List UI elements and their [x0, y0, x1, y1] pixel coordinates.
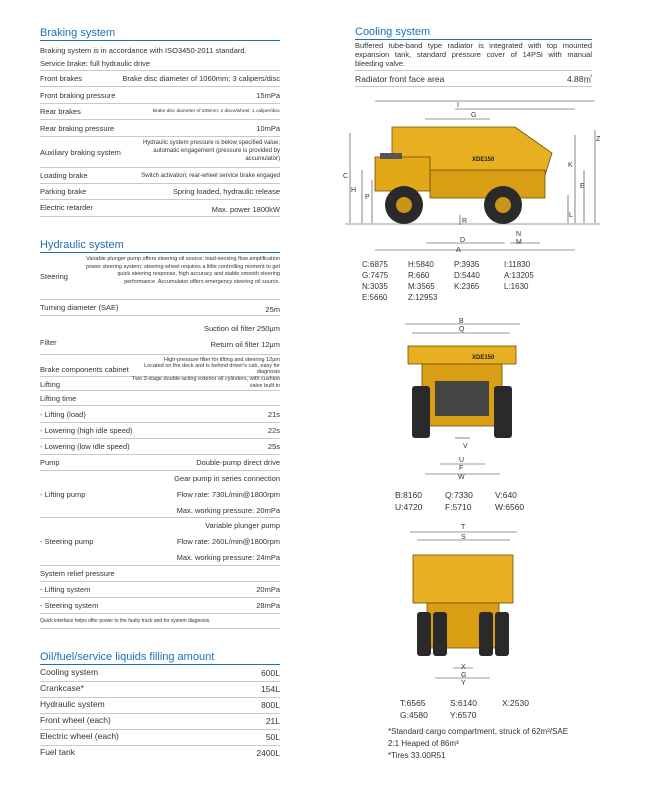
dim-w: W:6560 [495, 502, 525, 512]
quick-interface-note: Quick interface helps offer power to the faulty truck and for system diagnosis. [40, 618, 211, 624]
hydraulic-table [40, 255, 280, 629]
retarder-value: Max. power 1800kW [211, 205, 280, 214]
relief-steer-value: 28mPa [256, 601, 280, 610]
dim-f: F:5710 [445, 502, 472, 512]
filter-return: Return oil filter 12μm [210, 340, 280, 349]
dim-q: Q:7330 [445, 490, 473, 500]
liquid-row [40, 746, 280, 761]
lifting-pump-flow: Flow rate: 730L/min@1800rpm [176, 490, 280, 499]
svg-text:T: T [461, 524, 466, 531]
quick-interface-row [40, 614, 280, 629]
lifting-pump-pressure: Max. working pressure: 20mPa [176, 506, 280, 515]
svg-text:H: H [351, 187, 357, 194]
parking-brake-label: Parking brake [40, 187, 87, 196]
dim-z: Z:12953 [408, 293, 438, 302]
lower-high-row [40, 423, 280, 439]
cooling-title: Cooling system [355, 26, 431, 38]
liquid-crankcase-value: 154L [261, 684, 280, 694]
steering-pump-label: - Steering pump [40, 537, 94, 546]
relief-lift-value: 20mPa [256, 585, 280, 594]
lifting-label: Lifting [40, 380, 61, 389]
truck-rear-body [413, 555, 513, 656]
footnote-heaped: 2:1 Heaped of 86m³ [388, 739, 459, 748]
liquid-cooling-label: Cooling system [40, 667, 99, 677]
cabinet-row [40, 354, 280, 377]
rear-brakes-value: Brake disc diameter of 635mm; 2 discs/wheel; 1 caliper/disc [152, 109, 280, 114]
filter-row [40, 316, 280, 354]
liquid-row [40, 714, 280, 730]
filter-high-pressure: High-pressure filter for lifting and steering 12μm [164, 357, 280, 363]
rear-pressure-value: 10mPa [256, 124, 280, 133]
liquid-cooling-value: 600L [261, 668, 280, 678]
parking-brake-value: Spring loaded, hydraulic release [172, 187, 280, 196]
relief-lift-label: - Lifting system [40, 585, 91, 594]
side-dimensions [362, 260, 562, 308]
lower-high-label: - Lowering (high idle speed) [40, 426, 133, 435]
truck-front-body [408, 346, 516, 438]
relief-row [40, 566, 280, 582]
rear-brakes-row [40, 104, 280, 120]
lifting-time-label: Lifting time [40, 394, 77, 403]
hydraulic-title: Hydraulic system [40, 239, 124, 251]
dim-x: X:2530 [502, 698, 529, 708]
steering-pump-pressure: Max. working pressure: 24mPa [176, 553, 280, 562]
front-brakes-label: Front brakes [40, 74, 83, 83]
rear-brakes-label: Rear brakes [40, 107, 81, 116]
dim-s: S:6140 [450, 698, 477, 708]
relief-steer-label: - Steering system [40, 601, 99, 610]
turning-value: 25m [265, 305, 280, 314]
lower-low-row [40, 439, 280, 455]
dim-d: D:5440 [454, 271, 480, 280]
dim-h: H:5840 [408, 260, 434, 269]
dim-i: I:11830 [504, 260, 531, 269]
truck-rear-view [405, 520, 520, 690]
liquids-title: Oil/fuel/service liquids filling amount [40, 651, 215, 663]
retarder-row [40, 200, 280, 217]
svg-text:X: X [461, 664, 466, 671]
svg-text:Z: Z [596, 136, 601, 143]
rear-pressure-row [40, 120, 280, 137]
relief-lift-row [40, 582, 280, 598]
liquid-front-wheel-value: 21L [265, 716, 280, 726]
truck-front-view [400, 316, 525, 484]
dim-k: K:2365 [454, 282, 480, 291]
liquid-electric-wheel-label: Electric wheel (each) [40, 731, 119, 741]
cabinet-label: Brake components cabinet [40, 365, 129, 374]
dim-a: A:13205 [504, 271, 534, 280]
svg-text:V: V [463, 443, 468, 450]
liquids-title-rule [40, 664, 280, 665]
liquid-fuel-value: 2400L [256, 748, 280, 758]
radiator-row [355, 70, 592, 87]
liquid-hydraulic-value: 800L [261, 700, 280, 710]
parking-brake-row [40, 184, 280, 200]
liquid-crankcase-label: Crankcase* [40, 683, 84, 693]
svg-text:A: A [456, 247, 461, 254]
svg-text:N: N [516, 231, 522, 238]
svg-text:Y: Y [461, 680, 466, 687]
dim-g-rear: G:4580 [400, 710, 428, 720]
radiator-value: 4.88㎡ [566, 74, 592, 84]
filter-label: Filter [40, 338, 57, 347]
truck-side-view [340, 95, 610, 257]
dim-b: B:8160 [395, 490, 422, 500]
svg-text:L: L [569, 212, 573, 219]
liquids-table [40, 666, 280, 761]
pump-row [40, 455, 280, 471]
steering-pump-flow: Flow rate: 260L/min@1800rpm [176, 537, 280, 546]
footnote-cargo: *Standard cargo compartment, struck of 62m³/SAE [388, 727, 569, 736]
pump-value: Double-pump direct drive [196, 458, 280, 467]
lifting-value: Two 3-stage double-acting exterior oil cylinders, with cushion valve built in [132, 376, 280, 389]
svg-text:I: I [457, 102, 459, 109]
hydraulic-title-rule [40, 252, 280, 253]
dim-l: L:1630 [504, 282, 529, 291]
lift-load-value: 21s [267, 410, 280, 419]
footnote-tires: *Tires 33.00R51 [388, 751, 446, 760]
steering-value: Variable plunger pump offers steering oil source; load-sensing flow amplification power steering system; steering wheel requires a little controlling moment to get quick steering response, high accuracy and stable smooth steering performance. Accumulator offers emergency steering oil source. [85, 256, 280, 285]
svg-text:D: D [460, 237, 466, 244]
dim-y: Y:6570 [450, 710, 477, 720]
lifting-pump-row [40, 471, 280, 518]
turning-row [40, 300, 280, 316]
front-pressure-row [40, 87, 280, 104]
svg-text:G: G [461, 672, 467, 679]
liquid-row [40, 666, 280, 682]
liquid-front-wheel-label: Front wheel (each) [40, 715, 111, 725]
gear-pump: Gear pump in series connection [174, 474, 280, 483]
braking-intro-row [40, 44, 280, 57]
liquid-row [40, 682, 280, 698]
dim-u: U:4720 [395, 502, 423, 512]
braking-title-rule [40, 40, 280, 41]
radiator-label: Radiator front face area [355, 74, 445, 84]
liquid-row [40, 730, 280, 746]
dim-p: P:3935 [454, 260, 480, 269]
relief-steer-row [40, 598, 280, 614]
svg-text:Q: Q [459, 326, 465, 333]
auxiliary-value: Hydraulic system pressure is below specified value; automatic engagement (pressure is provided by accumulator) [142, 140, 280, 162]
liquid-hydraulic-label: Hydraulic system [40, 699, 105, 709]
steering-row [40, 255, 280, 300]
dim-m: M:3565 [408, 282, 435, 291]
svg-text:M: M [516, 239, 522, 246]
front-brakes-row [40, 71, 280, 87]
steering-pump-row [40, 518, 280, 566]
svg-text:E: E [580, 183, 585, 190]
front-brakes-value: Brake disc diameter of 1060mm; 3 calipers/disc [122, 74, 280, 83]
svg-text:S: S [461, 534, 466, 541]
lifting-time-row [40, 391, 280, 406]
svg-text:R: R [462, 218, 468, 225]
dim-t: T:6565 [400, 698, 426, 708]
filter-suction: Suction oil filter 250μm [203, 324, 280, 333]
braking-service-row [40, 57, 280, 71]
cabinet-value: Located on the deck and is behind driver's cab, easy for diagnosis [144, 363, 280, 375]
lifting-pump-label: - Lifting pump [40, 490, 86, 499]
side-model-label: XDE150 [472, 157, 495, 163]
retarder-label: Electric retarder [40, 203, 93, 212]
lower-low-value: 25s [267, 442, 280, 451]
braking-service: Service brake: full hydraulic drive [40, 59, 151, 68]
braking-title: Braking system [40, 27, 116, 39]
liquid-fuel-label: Fuel tank [40, 747, 75, 757]
lift-load-row [40, 406, 280, 423]
cooling-title-rule [355, 39, 592, 40]
braking-intro: Braking system is in accordance with ISO3450-2011 standard. [40, 46, 247, 55]
dim-g: G:7475 [362, 271, 389, 280]
loading-brake-row [40, 168, 280, 184]
dim-n: N:3035 [362, 282, 388, 291]
svg-text:W: W [458, 474, 465, 481]
svg-text:F: F [459, 465, 464, 472]
front-pressure-label: Front braking pressure [40, 91, 116, 100]
rear-pressure-label: Rear braking pressure [40, 124, 115, 133]
front-model-label: XDE150 [472, 355, 495, 361]
lower-high-value: 22s [267, 426, 280, 435]
braking-table [40, 44, 280, 217]
auxiliary-row [40, 137, 280, 168]
loading-brake-value: Switch activation; rear-wheel service brake engaged [141, 173, 280, 179]
lift-load-label: - Lifting (load) [40, 410, 86, 419]
pump-label: Pump [40, 458, 60, 467]
svg-text:B: B [459, 318, 464, 325]
rear-dimensions [400, 698, 560, 724]
front-dimensions [395, 490, 545, 516]
svg-text:K: K [568, 162, 573, 169]
svg-text:U: U [459, 457, 465, 464]
auxiliary-label: Auxiliary braking system [40, 148, 121, 157]
cooling-text: Buffered tube-band type radiator is integrated with top mounted expansion tank, standard pressure cover of 14PSi with manual bleeding valve. [355, 41, 592, 68]
dim-e: E:5660 [362, 293, 388, 302]
liquid-electric-wheel-value: 50L [265, 732, 280, 742]
lower-low-label: - Lowering (low idle speed) [40, 442, 130, 451]
liquid-row [40, 698, 280, 714]
svg-text:G: G [471, 112, 477, 119]
turning-label: Turning diameter (SAE) [40, 303, 119, 312]
dim-v: V:640 [495, 490, 517, 500]
footnotes [388, 726, 568, 762]
steering-label: Steering [40, 272, 68, 281]
dim-c: C:6875 [362, 260, 388, 269]
lifting-row [40, 377, 280, 391]
svg-text:P: P [365, 194, 370, 201]
dim-r: R:660 [408, 271, 430, 280]
svg-text:C: C [343, 173, 349, 180]
relief-label: System relief pressure [40, 569, 115, 578]
front-pressure-value: 15mPa [256, 91, 280, 100]
loading-brake-label: Loading brake [40, 171, 88, 180]
variable-pump: Variable plunger pump [205, 521, 280, 530]
